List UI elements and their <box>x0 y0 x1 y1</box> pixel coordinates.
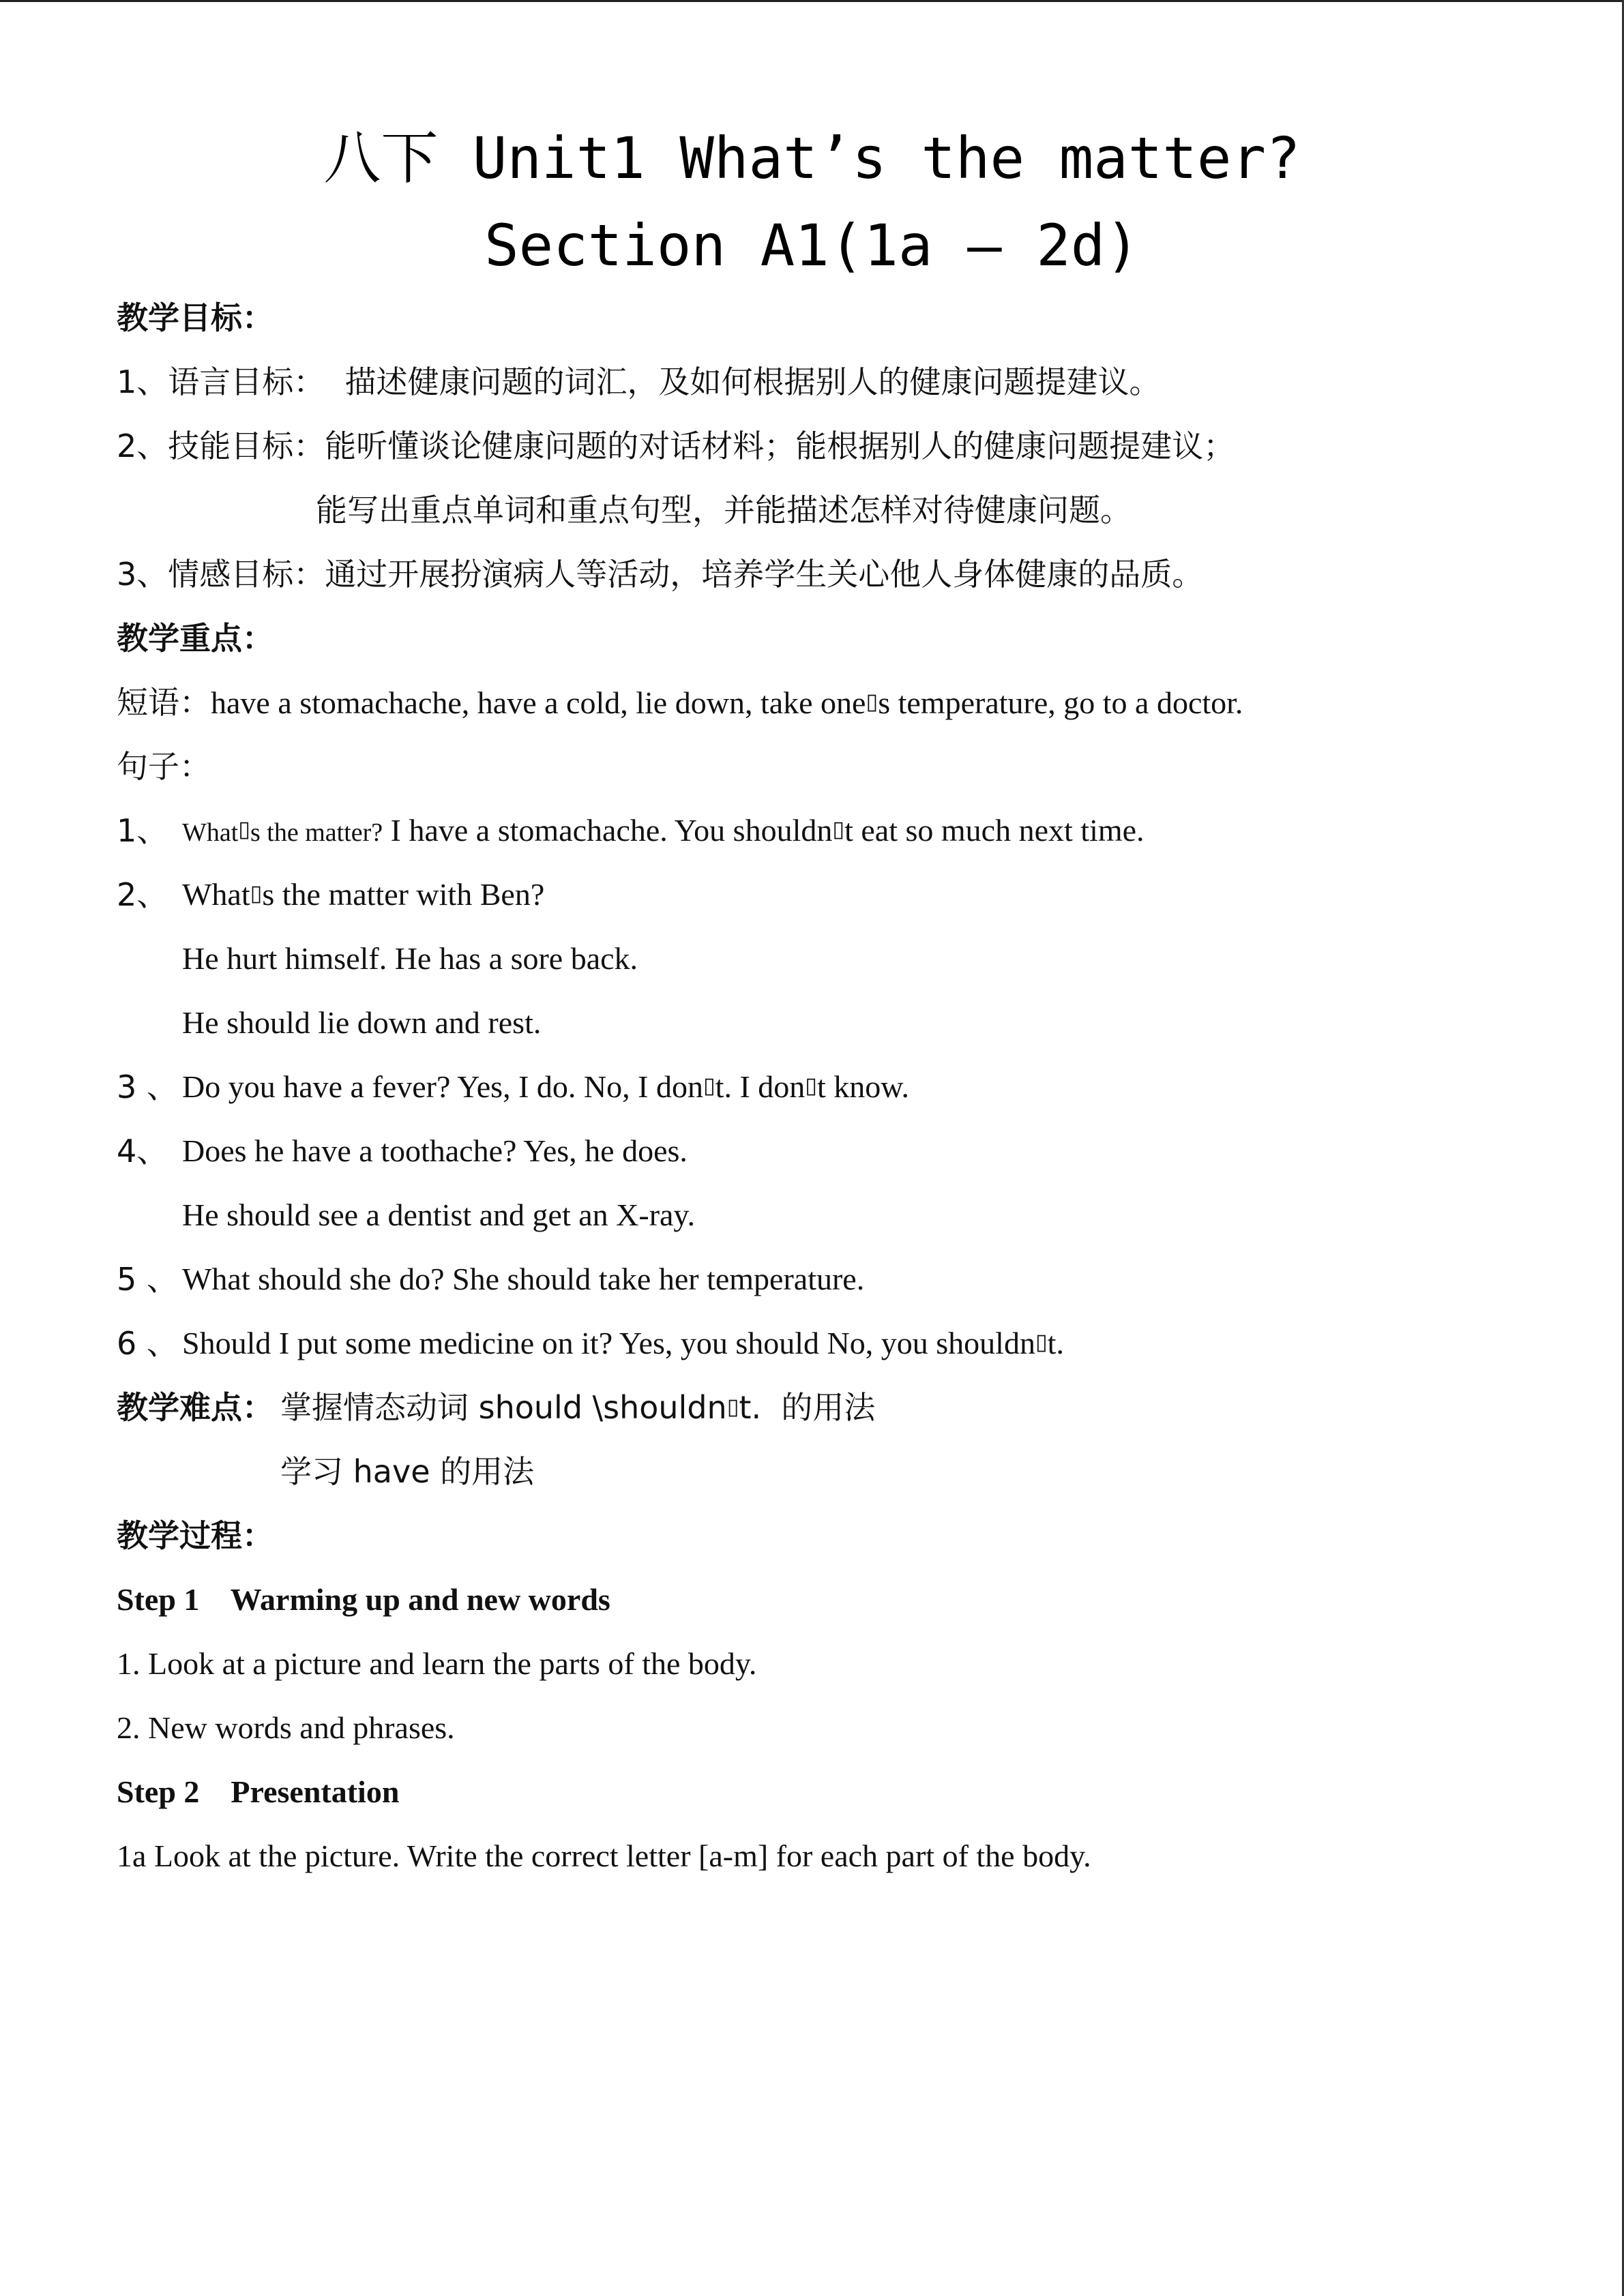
document-title: 八下 Unit1 What’s the matter? <box>323 125 1301 192</box>
sentence-2-line-3: He should lie down and rest. <box>182 1005 542 1040</box>
step-1-heading: Step 1 Warming up and new words <box>117 1582 610 1617</box>
sentences-label: 句子： <box>117 748 211 785</box>
sentence-2-line-2: He hurt himself. He has a sore back. <box>182 941 638 976</box>
key-phrases: 短语：have a stomachache, have a cold, lie down, take one▯s temperature, go to a doctor. <box>117 684 1243 721</box>
objectives-heading: 教学目标： <box>117 299 274 336</box>
sentence-6-number: 6 、 <box>117 1325 178 1362</box>
step-1-item-2: 2. New words and phrases. <box>117 1710 455 1745</box>
sentence-1: 1、 <box>117 812 168 849</box>
sentence-5-number: 5 、 <box>117 1261 178 1298</box>
sentence-3-number: 3 、 <box>117 1069 178 1105</box>
step-2-item-1: 1a Look at the picture. Write the correct letter [a-m] for each part of the body. <box>117 1838 1091 1873</box>
process-heading: 教学过程： <box>117 1517 274 1554</box>
phrases-label: 短语： <box>117 684 211 721</box>
objective-language: 1、语言目标： 描述健康问题的词汇，及如何根据别人的健康问题提建议。 <box>117 363 1161 400</box>
difficulties-heading: 教学难点： <box>117 1389 274 1426</box>
objective-skill: 2、技能目标：能听懂谈论健康问题的对话材料；能根据别人的健康问题提建议； <box>117 428 1235 464</box>
sentence-2-number: 2、 <box>117 876 168 913</box>
objective-emotion: 3、情感目标：通过开展扮演病人等活动，培养学生关心他人身体健康的品质。 <box>117 556 1204 593</box>
document-subtitle: Section A1(1a – 2d) <box>484 212 1140 279</box>
sentence-6: Should I put some medicine on it? Yes, you should No, you shouldn▯t. <box>182 1326 1064 1360</box>
key-points-heading: 教学重点： <box>117 620 274 657</box>
sentence-2: What▯s the matter with Ben? <box>182 877 545 912</box>
step-2-heading: Step 2 Presentation <box>117 1774 400 1809</box>
objective-skill-continued: 能写出重点单词和重点句型，并能描述怎样对待健康问题。 <box>316 492 1132 528</box>
difficulty-2: 学习 have 的用法 <box>280 1453 535 1490</box>
sentence-3: Do you have a fever? Yes, I do. No, I don▯t. I don▯t know. <box>182 1069 910 1104</box>
sentence-4: Does he have a toothache? Yes, he does. <box>182 1133 688 1168</box>
difficulty-1: 掌握情态动词 should \shouldn▯t. 的用法 <box>280 1389 876 1426</box>
sentence-4-line-2: He should see a dentist and get an X-ray. <box>182 1197 695 1232</box>
sentence-1-text: What▯s the matter? I have a stomachache. You shouldn▯t eat so much next time. <box>182 813 1145 848</box>
step-1-item-1: 1. Look at a picture and learn the parts of the body. <box>117 1646 757 1681</box>
sentence-5: What should she do? She should take her temperature. <box>182 1262 865 1296</box>
sentence-4-number: 4、 <box>117 1133 168 1169</box>
